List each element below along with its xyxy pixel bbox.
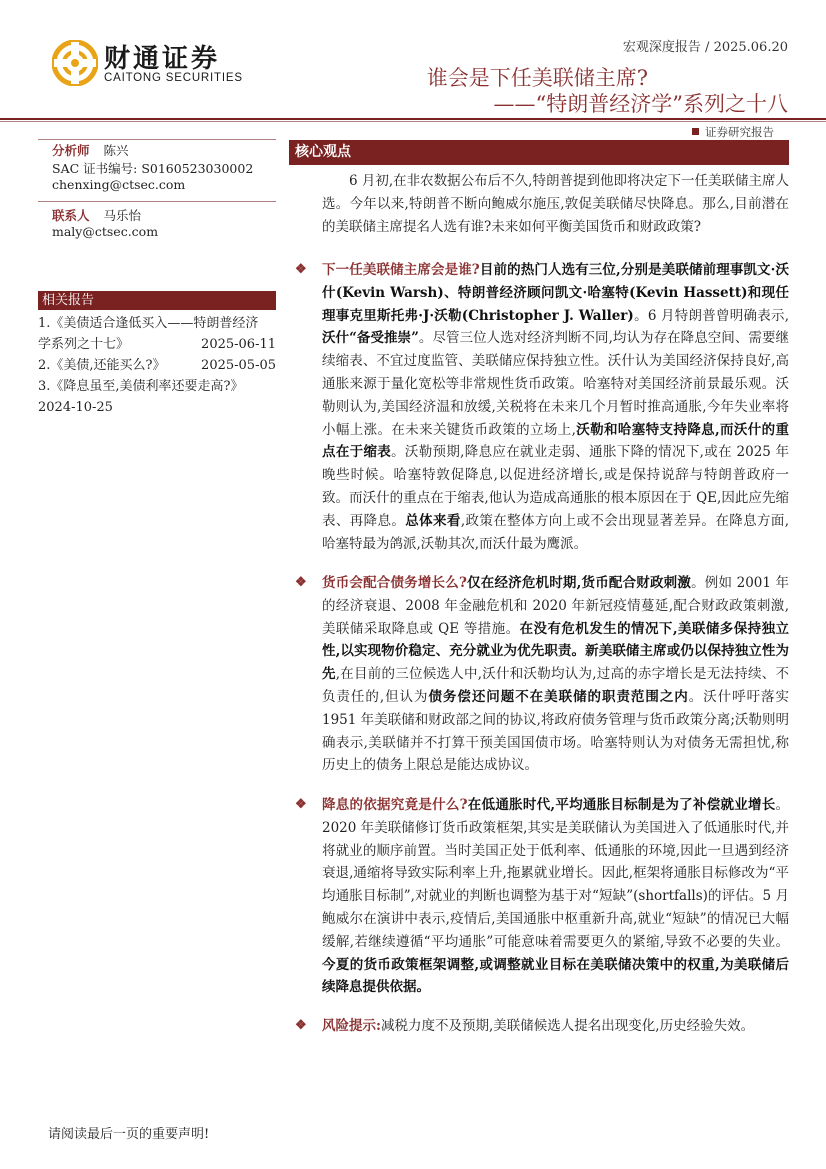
contact-label: 联系人 bbox=[52, 208, 90, 223]
section-heading: 降息的依据究竟是什么? bbox=[322, 797, 468, 813]
related-report-item[interactable] bbox=[38, 313, 276, 355]
diamond-bullet-icon: ❖ bbox=[295, 797, 307, 812]
report-category-tag bbox=[692, 124, 774, 140]
header-divider bbox=[0, 118, 826, 120]
contact-email[interactable]: maly@ctsec.com bbox=[52, 224, 159, 239]
contact-row bbox=[52, 206, 141, 224]
related-report-date: 2025-06-11 bbox=[201, 337, 276, 352]
section-rate-cut-basis: 降息的依据究竟是什么?在低通胀时代,平均通胀目标制是为了补偿就业增长。2020 年美联储修订货币政策框架,其实是美联储认为美国进入了低通胀时代,并将就业的顺序前置。当时美国正处于低利率、低通胀的环境,因此一旦遇到经济衰退,通缩将导致实际利率上升,拖累就业增长。因此,框架将通胀目标修改为“平均通胀目标制”,对就业的判断也调整为基于对“短缺”(shortfalls)的评估。5 月鲍威尔在演讲中表示,疫情后,美国通胀中枢重新升高,就业“短缺”的情况已大幅缓解,若继续遵循“平均通胀”可能意味着需要更久的紧缩,导致不必要的失业。今夏的货币政策框架调整,或调整就业目标在美联储决策中的权重,为美联储后续降息提供依据。 bbox=[322, 797, 789, 996]
section-heading: 风险提示: bbox=[322, 1018, 381, 1034]
sac-label: SAC 证书编号: bbox=[52, 161, 138, 176]
diamond-bullet-icon: ❖ bbox=[295, 575, 307, 590]
square-bullet-icon bbox=[692, 128, 699, 135]
section-next-chair: 下一任美联储主席会是谁?目前的热门人选有三位,分别是美联储前理事凯文·沃什(Kevin Warsh)、特朗普经济顾问凯文·哈塞特(Kevin Hassett)和现任理事克里斯托弗·J·沃勒(Christopher J. Waller)。6 月特朗普曾明确表示,沃什“备受推崇”。尽管三位人选对经济判断不同,均认为存在降息空间、需要继续缩表、不宜过度监管、美联储应保持独立性。沃什认为美国经济保持良好,高通胀来源于量化宽松等非常规性货币政策。哈塞特对美国经济前景最乐观。沃勒则认为,美国经济温和放缓,关税将在未来几个月暂时推高通胀,今年失业率将小幅上涨。在未来关键货币政策的立场上,沃勒和哈塞特支持降息,而沃什的重点在于缩表。沃勒预期,降息应在就业走弱、通胀下降的情况下,或在 2025 年晚些时候。哈塞特敦促降息,以促进经济增长,或是保持说辞与特朗普政府一致。而沃什的重点在于缩表,他认为造成高通胀的根本原因在于 QE,因此应先缩表、再降息。总体来看,政策在整体方向上或不会出现显著差异。在降息方面,哈塞特最为鸽派,沃勒其次,而沃什最为鹰派。 bbox=[322, 262, 790, 552]
related-reports-header: 相关报告 bbox=[38, 291, 276, 310]
report-type-date: 宏观深度报告 / 2025.06.20 bbox=[622, 40, 788, 55]
logo-wordmark-en: CAITONG SECURITIES bbox=[104, 72, 243, 84]
intro-paragraph: 6 月初,在非农数据公布后不久,特朗普提到他即将决定下一任美联储主席人选。今年以来,特朗普不断向鲍威尔施压,敦促美联储尽快降息。那么,目前潜在的美联储主席提名人选有谁?未来如何平衡美国货币和财政政策? bbox=[322, 173, 789, 235]
sidebar-divider bbox=[38, 201, 276, 202]
header-divider-thin bbox=[0, 121, 826, 122]
section-debt-monetary: 货币会配合债务增长么?仅在经济危机时期,货币配合财政刺激。例如 2001 年的经济衰退、2008 年金融危机和 2020 年新冠疫情蔓延,配合财政政策刺激,美联储采取降息或 QE 等措施。在没有危机发生的情况下,美联储多保持独立性,以实现物价稳定、充分就业为优先职责。新美联储主席或仍以保持独立性为先,在目前的三位候选人中,沃什和沃勒均认为,过高的赤字增长是无法持续、不负责任的,但认为债务偿还问题不在美联储的职责范围之内。沃什呼吁落实 1951 年美联储和财政部之间的协议,将政府债务管理与货币政策分离;沃勒则明确表示,美联储并不打算干预美国国债市场。哈塞特则认为对债务无需担忧,称历史上的债务上限总是能达成协议。 bbox=[322, 575, 790, 774]
related-report-item[interactable] bbox=[38, 355, 276, 376]
related-report-date: 2025-05-05 bbox=[201, 358, 276, 373]
analyst-email[interactable]: chenxing@ctsec.com bbox=[52, 177, 186, 192]
sac-number: S0160523030002 bbox=[141, 161, 254, 176]
related-report-date: 2024-10-25 bbox=[38, 400, 113, 415]
analyst-row bbox=[52, 141, 129, 159]
diamond-bullet-icon: ❖ bbox=[295, 1018, 307, 1033]
analyst-name: 陈兴 bbox=[103, 143, 129, 158]
disclaimer-note: 请阅读最后一页的重要声明! bbox=[48, 1127, 210, 1142]
section-risk-warning: 风险提示:减税力度不及预期,美联储候选人提名出现变化,历史经验失效。 bbox=[322, 1018, 755, 1034]
sac-row bbox=[52, 159, 253, 177]
section-heading: 下一任美联储主席会是谁? bbox=[322, 262, 480, 278]
report-category-label: 证券研究报告 bbox=[705, 125, 774, 139]
related-report-title-cont: 学系列之十七》 bbox=[38, 337, 130, 352]
related-report-title: 3.《降息虽至,美债利率还要走高?》 bbox=[38, 379, 244, 394]
diamond-bullet-icon: ❖ bbox=[295, 262, 307, 277]
related-report-title: 2.《美债,还能买么?》 bbox=[38, 358, 166, 373]
related-report-title: 1.《美债适合逢低买入——特朗普经济 bbox=[38, 316, 259, 331]
core-views-header: 核心观点 bbox=[289, 140, 789, 165]
report-title: 谁会是下任美联储主席? bbox=[426, 66, 648, 90]
caitong-logo-icon bbox=[52, 40, 98, 86]
section-heading: 货币会配合债务增长么? bbox=[322, 575, 467, 591]
analyst-label: 分析师 bbox=[52, 143, 90, 158]
contact-name: 马乐怡 bbox=[103, 208, 142, 223]
report-subtitle: ——“特朗普经济学”系列之十八 bbox=[493, 92, 788, 116]
related-report-item[interactable] bbox=[38, 376, 276, 418]
sidebar-divider bbox=[38, 139, 276, 140]
logo-wordmark-cn: 财通证券 bbox=[104, 44, 221, 74]
